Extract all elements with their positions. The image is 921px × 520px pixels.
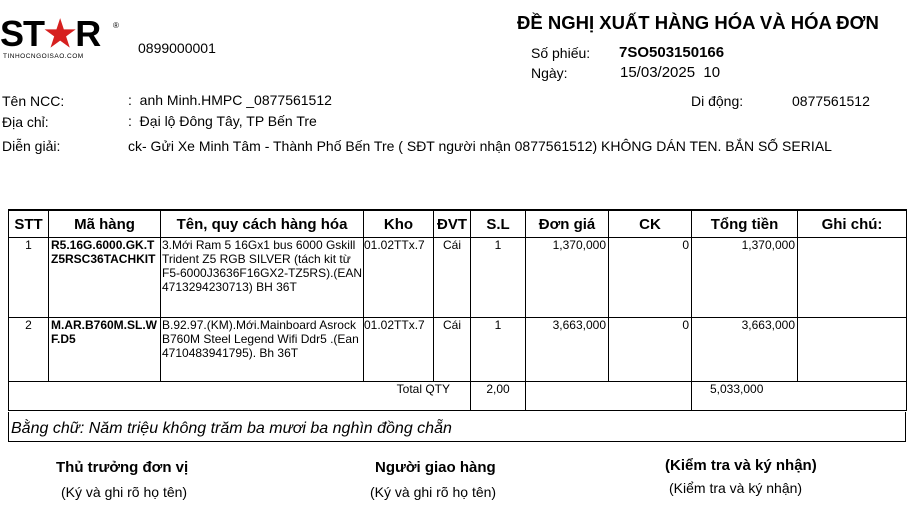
cell-sl: 1 <box>471 238 526 318</box>
total-qty-value: 2,00 <box>471 382 526 411</box>
amount-in-words: Bằng chữ: Năm triệu không trăm ba mươi ba nghìn đồng chẵn <box>8 412 906 442</box>
cell-dvt: Cái <box>434 318 471 382</box>
cell-kho: 01.02TTx.7 <box>364 238 434 318</box>
ngay-value: 15/03/2025 10 <box>620 64 721 81</box>
company-logo <box>0 13 101 54</box>
star-icon: ★ <box>44 13 76 54</box>
diachi-label: Địa chỉ: <box>2 114 49 130</box>
signature-sub-manager: (Ký và ghi rõ họ tên) <box>61 484 188 500</box>
logo-text-st: ST <box>0 13 45 54</box>
cell-dvt: Cái <box>434 238 471 318</box>
logo-text-r: R <box>75 13 101 54</box>
col-header-don-gia: Đơn giá <box>526 210 609 238</box>
total-spacer <box>526 382 692 411</box>
signature-title-manager: Thủ trưởng đơn vị <box>56 459 189 476</box>
col-header-ck: CK <box>609 210 692 238</box>
total-qty-label: Total QTY <box>9 382 471 411</box>
didong-value: 0877561512 <box>792 93 870 109</box>
cell-ck: 0 <box>609 238 692 318</box>
signature-title-deliverer: Người giao hàng <box>375 459 496 476</box>
ncc-value: : anh Minh.HMPC _0877561512 <box>128 92 332 108</box>
total-row <box>9 382 907 411</box>
cell-ghi-chu <box>798 318 907 382</box>
diachi-value: : Đại lộ Đông Tây, TP Bến Tre <box>128 113 317 129</box>
so-phieu-value: 7SO503150166 <box>619 44 725 61</box>
table-row <box>9 238 907 318</box>
table-row <box>9 318 907 382</box>
diengiai-label: Diễn giải: <box>2 138 61 154</box>
cell-code: R5.16G.6000.GK.TZ5RSC36TACHKIT <box>49 238 161 318</box>
ngay-label: Ngày: <box>531 65 568 81</box>
cell-code: M.AR.B760M.SL.WF.D5 <box>49 318 161 382</box>
signature-sub-deliverer: (Ký và ghi rõ họ tên) <box>370 484 497 500</box>
signature-title-receiver: (Kiểm tra và ký nhận) <box>665 457 817 474</box>
cell-desc: 3.Mới Ram 5 16Gx1 bus 6000 Gskill Trident Z5 RGB SILVER (tách kit từ F5-6000J3636F16GX2-TZ5RS).(EAN 4713294230713) BH 36T <box>161 238 364 318</box>
col-header-ma-hang: Mã hàng <box>49 210 161 238</box>
ncc-label: Tên NCC: <box>2 93 65 109</box>
col-header-ghi-chu: Ghi chú: <box>798 210 907 238</box>
cell-don-gia: 3,663,000 <box>526 318 609 382</box>
cell-ck: 0 <box>609 318 692 382</box>
col-header-sl: S.L <box>471 210 526 238</box>
company-phone: 0899000001 <box>138 40 216 56</box>
didong-label: Di động: <box>691 93 744 109</box>
col-header-kho: Kho <box>364 210 434 238</box>
col-header-tong-tien: Tổng tiền <box>692 210 798 238</box>
cell-stt: 2 <box>9 318 49 382</box>
cell-kho: 01.02TTx.7 <box>364 318 434 382</box>
cell-stt: 1 <box>9 238 49 318</box>
cell-tong-tien: 1,370,000 <box>692 238 798 318</box>
col-header-ten-hang: Tên, quy cách hàng hóa <box>161 210 364 238</box>
cell-ghi-chu <box>798 238 907 318</box>
cell-desc: B.92.97.(KM).Mới.Mainboard Asrock B760M Steel Legend Wifi Ddr5 .(Ean 4710483941795). Bh 36T <box>161 318 364 382</box>
registered-mark: ® <box>113 21 119 30</box>
cell-sl: 1 <box>471 318 526 382</box>
signature-sub-receiver: (Kiểm tra và ký nhận) <box>669 480 803 496</box>
items-table <box>8 209 907 411</box>
col-header-dvt: ĐVT <box>434 210 471 238</box>
cell-tong-tien: 3,663,000 <box>692 318 798 382</box>
table-header-row <box>9 210 907 238</box>
so-phieu-label: Số phiếu: <box>531 45 591 61</box>
col-header-stt: STT <box>9 210 49 238</box>
diengiai-value: ck- Gửi Xe Minh Tâm - Thành Phố Bến Tre ( SĐT người nhận 0877561512) KHÔNG DÁN TEN. BẮN SỐ SERIAL <box>128 138 832 154</box>
logo-subtitle: TINHOCNGOISAO.COM <box>3 53 84 60</box>
document-title: ĐỀ NGHỊ XUẤT HÀNG HÓA VÀ HÓA ĐƠN <box>517 12 879 33</box>
total-amount-value: 5,033,000 <box>692 382 907 411</box>
cell-don-gia: 1,370,000 <box>526 238 609 318</box>
